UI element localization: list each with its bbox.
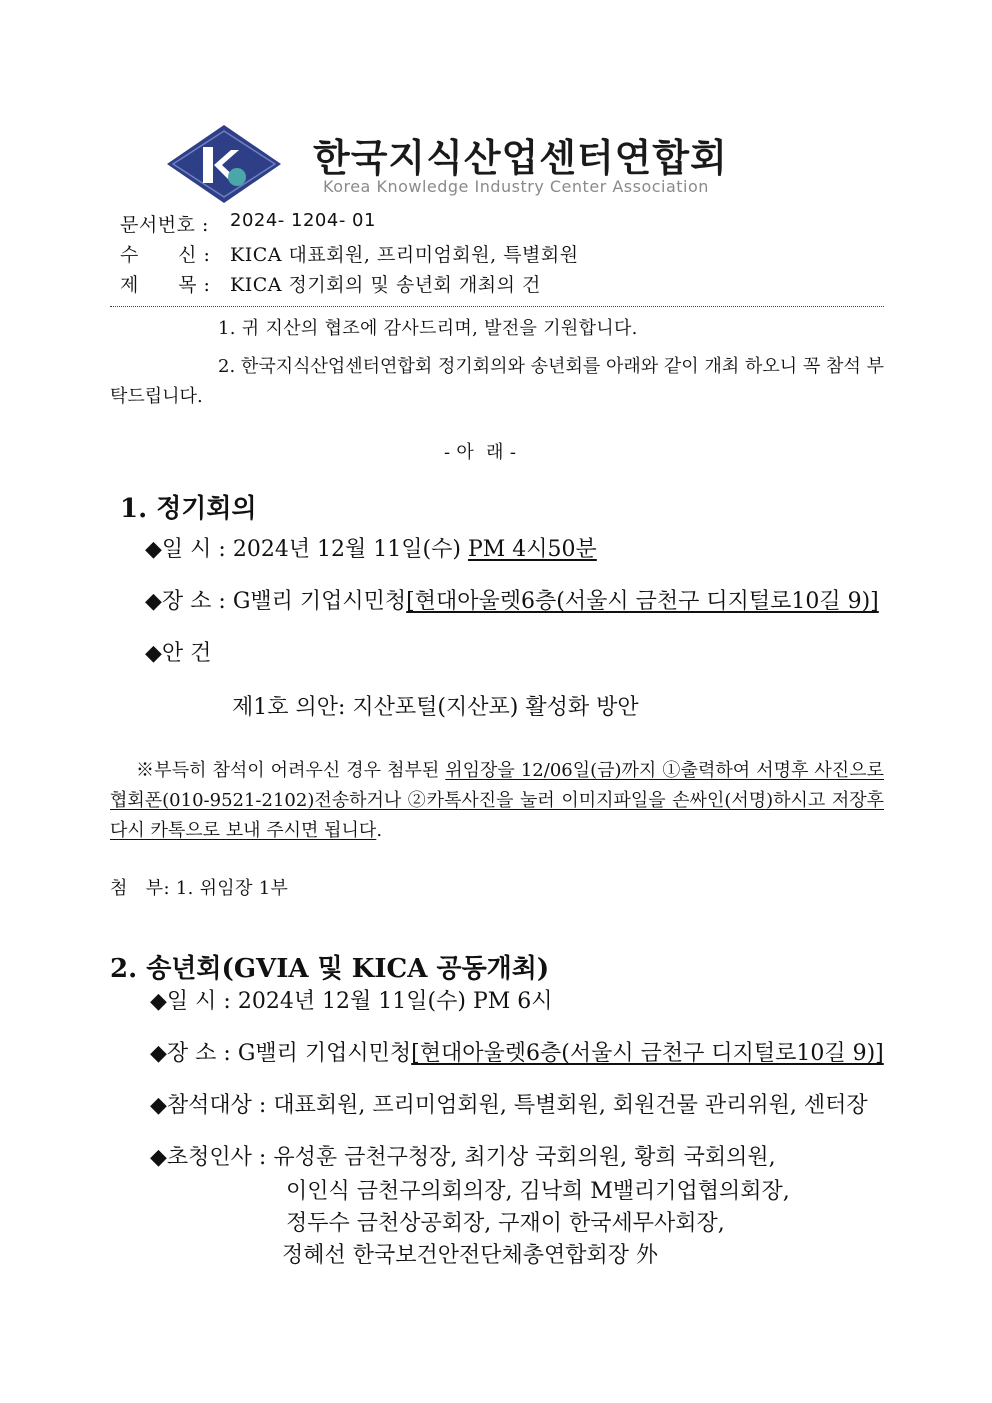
- section2-guests-line-2: 이인식 금천구의회의장, 김낙희 M밸리기업협의회장,: [286, 1179, 790, 1204]
- section1-place-row: [145, 584, 879, 615]
- section2-attendees-row: [150, 1088, 868, 1119]
- subject: KICA 정기회의 및 송년회 개최의 건: [230, 274, 541, 296]
- section2-date-label: ◆일 시 :: [150, 989, 231, 1014]
- section1-date-row: [145, 532, 597, 563]
- proxy-note-instructions: 위임장을 12/06일(금)까지 ①출력하여 서명후 사진으로 협회폰(010-9521-2102)전송하거나 ②카톡사진을 눌러 이미지파일을 손싸인(서명)하시고 저장후 다시 카톡으로 보내 주시면 됩니다: [110, 760, 884, 841]
- section1-date-time: PM 4시50분: [467, 537, 597, 562]
- section2-guests-row: [150, 1140, 776, 1171]
- header-divider: [110, 306, 884, 307]
- notice-heading: - 아 래 -: [444, 442, 517, 463]
- section2-date-row: [150, 984, 553, 1015]
- section1-title: 1. 정기회의: [120, 494, 257, 524]
- kica-logo-icon: [165, 123, 283, 205]
- proxy-note: [110, 756, 884, 846]
- section2-attendees-label: ◆참석대상 :: [150, 1093, 267, 1118]
- section2-place-name: G밸리 기업시민청: [237, 1041, 412, 1066]
- section2-guests-line-1: 유성훈 금천구청장, 최기상 국회의원, 황희 국회의원,: [273, 1145, 776, 1170]
- intro-paragraph-2: 2. 한국지식산업센터연합회 정기회의와 송년회를 아래와 같이 개최 하오니 꼭 참석 부탁드립니다.: [110, 356, 884, 407]
- section2-guests-label: ◆초청인사 :: [150, 1145, 267, 1170]
- subject-label: 제 목 :: [120, 274, 211, 296]
- doc-number-label: 문서번호 :: [120, 214, 209, 236]
- section1-place-name: G밸리 기업시민청: [232, 589, 407, 614]
- section2-title: 2. 송년회(GVIA 및 KICA 공동개최): [110, 954, 550, 984]
- section2-place-detail: [현대아울렛6층(서울시 금천구 디지털로10길 9)]: [411, 1041, 884, 1066]
- section1-date-value: 2024년 12월 11일(수): [232, 537, 461, 562]
- section1-agenda-label: ◆안 건: [145, 641, 212, 666]
- intro-paragraph-1: 1. 귀 지산의 협조에 감사드리며, 발전을 기원합니다.: [218, 318, 638, 339]
- attachment-line: 첨 부: 1. 위임장 1부: [110, 878, 289, 899]
- section1-place-detail: [현대아울렛6층(서울시 금천구 디지털로10길 9)]: [406, 589, 879, 614]
- proxy-note-prefix: ※부득히 참석이 어려우신 경우 첨부된: [136, 760, 440, 781]
- section2-attendees: 대표회원, 프리미엄회원, 특별회원, 회원건물 관리위원, 센터장: [273, 1093, 868, 1118]
- recipient-label: 수 신 :: [120, 244, 211, 266]
- org-name-en: Korea Knowledge Industry Center Association: [323, 177, 709, 196]
- doc-number: 2024- 1204- 01: [230, 210, 376, 231]
- section2-guests-line-4: 정혜선 한국보건안전단체총연합회장 外: [282, 1243, 659, 1268]
- section2-guests-line-3: 정두수 금천상공회장, 구재이 한국세무사회장,: [286, 1211, 725, 1236]
- proxy-note-suffix: .: [376, 820, 383, 841]
- section2-date-value: 2024년 12월 11일(수) PM 6시: [237, 989, 553, 1014]
- section1-place-label: ◆장 소 :: [145, 589, 226, 614]
- section2-place-row: [150, 1036, 884, 1067]
- section1-agenda-item: 제1호 의안: 지산포털(지산포) 활성화 방안: [232, 695, 639, 720]
- section1-date-label: ◆일 시 :: [145, 537, 226, 562]
- recipient: KICA 대표회원, 프리미엄회원, 특별회원: [230, 244, 579, 266]
- org-name-ko: 한국지식산업센터연합회: [313, 136, 728, 180]
- section2-place-label: ◆장 소 :: [150, 1041, 231, 1066]
